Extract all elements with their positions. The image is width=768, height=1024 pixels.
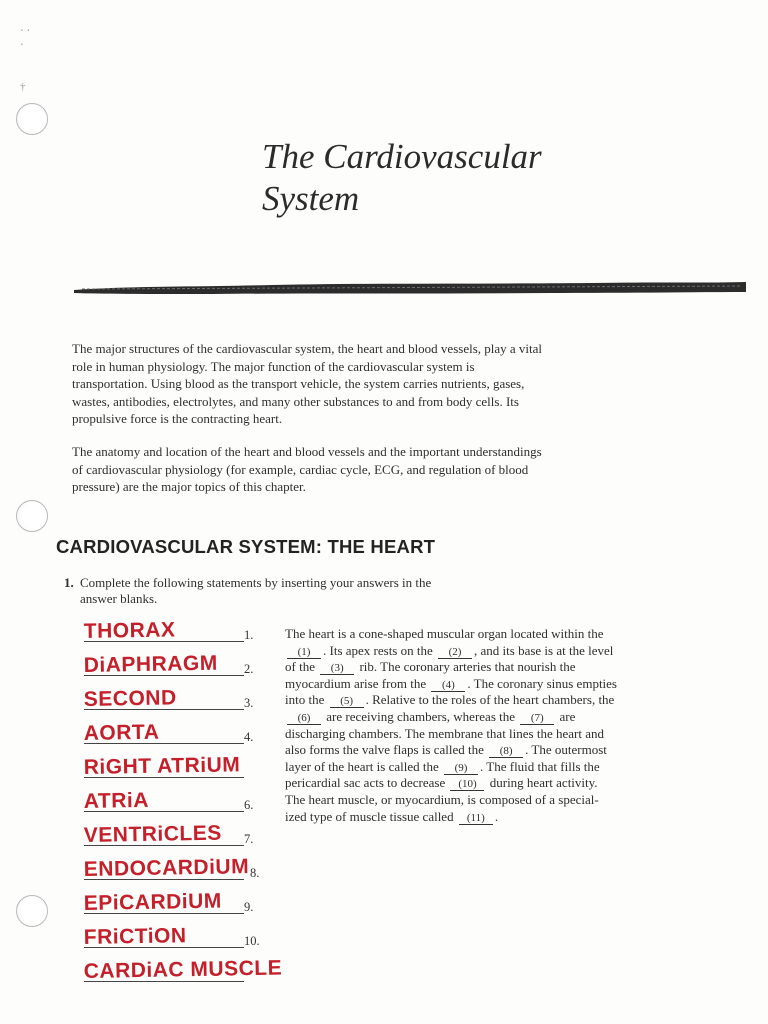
blank-6: (6) bbox=[287, 712, 321, 725]
blank-9: (9) bbox=[444, 762, 478, 775]
answer-blank-9[interactable] bbox=[80, 886, 270, 920]
blank-4: (4) bbox=[431, 679, 465, 692]
answer-blank-8[interactable] bbox=[80, 852, 270, 886]
scan-marks: ⋅ ⋅ ⋅ † bbox=[20, 25, 31, 93]
passage-text: into the bbox=[285, 692, 325, 708]
passage-text: discharging chambers. The membrane that lines the heart and bbox=[285, 725, 604, 741]
exercise-number: 1. bbox=[64, 575, 74, 590]
handwritten-answer: RiGHT ATRiUM bbox=[83, 753, 241, 780]
answer-blank-11[interactable] bbox=[80, 954, 283, 988]
instruction-line-1: Complete the following statements by inserting your answers in the bbox=[80, 575, 432, 590]
passage-text: . Its apex rests on the bbox=[323, 642, 433, 658]
handwritten-answer: ENDOCARDiUM bbox=[83, 855, 250, 882]
binder-hole-top bbox=[16, 103, 48, 135]
passage-text: , and its base is at the level bbox=[474, 642, 614, 658]
blank-8: (8) bbox=[489, 745, 523, 758]
passage-text: during heart activity. bbox=[489, 775, 598, 791]
answer-blank-3[interactable] bbox=[80, 682, 270, 716]
handwritten-answer: DiAPHRAGM bbox=[83, 651, 218, 678]
answer-blank-10[interactable] bbox=[80, 920, 270, 954]
answer-number: 4. bbox=[244, 730, 254, 744]
passage-text: pericardial sac acts to decrease bbox=[285, 775, 446, 791]
answer-number: 8. bbox=[250, 866, 260, 880]
handwritten-answer: CARDiAC MUSCLE bbox=[83, 956, 283, 984]
instruction-line-2: answer blanks. bbox=[80, 591, 158, 606]
handwritten-answer: THORAX bbox=[83, 618, 176, 644]
passage-text: myocardium arise from the bbox=[285, 675, 427, 691]
passage-text: also forms the valve flaps is called the bbox=[285, 742, 484, 758]
passage-text: of the bbox=[285, 659, 315, 675]
handwritten-answer: EPiCARDiUM bbox=[83, 889, 222, 916]
answer-blank-2[interactable] bbox=[80, 648, 270, 682]
answer-number: 9. bbox=[244, 900, 254, 914]
passage-text: . Relative to the roles of the heart chambers, the bbox=[365, 692, 615, 708]
handwritten-answer: SECOND bbox=[83, 686, 177, 712]
answer-number: 3. bbox=[244, 696, 254, 710]
passage-text: . The outermost bbox=[525, 742, 607, 758]
answer-number: 10. bbox=[244, 934, 260, 948]
passage-text: The heart is a cone-shaped muscular organ located within the bbox=[285, 626, 604, 641]
section-heading: CARDIOVASCULAR SYSTEM: THE HEART bbox=[56, 536, 436, 557]
chapter-title bbox=[262, 136, 702, 220]
answer-blank-7[interactable] bbox=[80, 818, 270, 852]
answer-blank-5[interactable] bbox=[80, 750, 270, 784]
blank-10: (10) bbox=[450, 778, 484, 791]
passage-text: rib. The coronary arteries that nourish the bbox=[359, 659, 576, 675]
binder-hole-bottom bbox=[16, 895, 48, 927]
answer-blank-6[interactable] bbox=[80, 784, 270, 818]
exercise-instruction bbox=[64, 575, 524, 607]
blank-5: (5) bbox=[330, 695, 364, 708]
answer-number: 7. bbox=[244, 832, 254, 846]
blank-3: (3) bbox=[320, 662, 354, 675]
chapter-title-line2: System bbox=[262, 179, 360, 218]
handwritten-answer: ATRiA bbox=[83, 788, 150, 814]
handwritten-answer: VENTRiCLES bbox=[83, 821, 222, 848]
intro-paragraph-1: The major structures of the cardiovascular system, the heart and blood vessels, play a vital role in human physiology. The major function of the cardiovascular system is transportation. Using blood as the transport vehicle, the system carries nutrients, gases, wastes, antibodies, electrolytes, and many other substances to and from body cells. Its propulsive force is the contracting heart. bbox=[72, 341, 543, 426]
handwritten-answer: FRiCTiON bbox=[83, 924, 187, 950]
chapter-title-line1: The Cardiovascular bbox=[262, 137, 542, 176]
blank-1: (1) bbox=[287, 646, 321, 659]
passage-text: are receiving chambers, whereas the bbox=[326, 708, 516, 724]
handwritten-answer: AORTA bbox=[83, 720, 160, 746]
passage-text: layer of the heart is called the bbox=[285, 758, 439, 774]
answer-number: 2. bbox=[244, 662, 254, 676]
answer-blank-4[interactable] bbox=[80, 716, 270, 750]
title-divider-rule bbox=[72, 280, 748, 296]
passage-text: are bbox=[559, 708, 576, 724]
blank-2: (2) bbox=[438, 646, 472, 659]
intro-paragraph-2: The anatomy and location of the heart and blood vessels and the important understandings of cardiovascular physiology (for example, cardiac cycle, ECG, and regulation of blood pressure) are the major topics of this chapter. bbox=[72, 444, 542, 494]
binder-hole-middle bbox=[16, 500, 48, 532]
passage-text: . The fluid that fills the bbox=[480, 758, 600, 774]
passage-text: . bbox=[494, 808, 499, 824]
answer-number: 1. bbox=[244, 628, 254, 642]
answer-blank-1[interactable] bbox=[80, 614, 270, 648]
answer-number: 6. bbox=[244, 798, 254, 812]
passage-text: ized type of muscle tissue called bbox=[285, 808, 454, 824]
blank-11: (11) bbox=[459, 812, 493, 825]
passage-text: The heart muscle, or myocardium, is composed of a special- bbox=[285, 791, 599, 807]
passage-text: . The coronary sinus empties bbox=[467, 675, 617, 691]
blank-7: (7) bbox=[520, 712, 554, 725]
fill-in-passage bbox=[285, 626, 665, 825]
